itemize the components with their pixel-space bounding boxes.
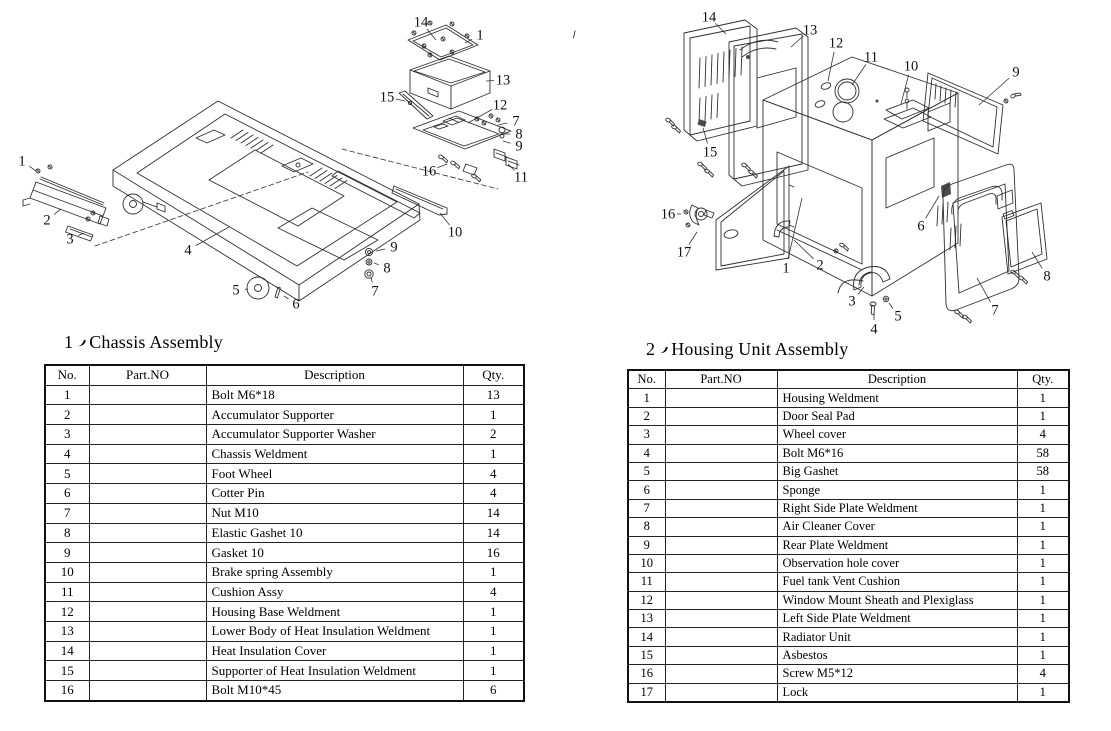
callout-label: 9 bbox=[1012, 64, 1020, 81]
callout-label: 11 bbox=[514, 169, 528, 186]
cell-no: 7 bbox=[45, 503, 89, 523]
cell-qty: 1 bbox=[463, 602, 524, 622]
cell-partno bbox=[665, 499, 777, 517]
cell-qty: 1 bbox=[1017, 591, 1069, 609]
cell-qty: 1 bbox=[1017, 683, 1069, 702]
cell-no: 15 bbox=[628, 646, 665, 664]
cell-no: 12 bbox=[45, 602, 89, 622]
table-row bbox=[628, 481, 1069, 499]
cell-qty: 1 bbox=[1017, 628, 1069, 646]
callout-leader-line bbox=[791, 36, 803, 47]
callout-label: 16 bbox=[421, 163, 437, 180]
cell-partno bbox=[89, 425, 206, 445]
cell-partno bbox=[89, 385, 206, 405]
callout-label: 5 bbox=[894, 308, 902, 325]
table-row bbox=[45, 661, 524, 681]
callout-leader-line bbox=[284, 296, 289, 299]
chassis-parts-table bbox=[44, 364, 525, 702]
section-title-housing: 2 Housing Unit Assembly bbox=[646, 339, 849, 359]
callout-label: 13 bbox=[802, 22, 818, 39]
table-row bbox=[45, 484, 524, 504]
cell-partno bbox=[665, 683, 777, 702]
table-row bbox=[45, 503, 524, 523]
table-row bbox=[45, 405, 524, 425]
chassis-line-art bbox=[23, 21, 519, 301]
table-row bbox=[45, 523, 524, 543]
cell-partno bbox=[665, 536, 777, 554]
table-row bbox=[45, 385, 524, 405]
cell-no: 7 bbox=[628, 499, 665, 517]
cell-partno bbox=[89, 562, 206, 582]
cell-qty: 58 bbox=[1017, 444, 1069, 462]
callout-label: 7 bbox=[512, 113, 520, 130]
callout-label: 7 bbox=[991, 302, 999, 319]
table-row bbox=[628, 499, 1069, 517]
callout-label: 9 bbox=[390, 239, 398, 256]
cell-no: 8 bbox=[628, 518, 665, 536]
callout-leader-line bbox=[376, 249, 385, 251]
cell-description: Door Seal Pad bbox=[777, 407, 1017, 425]
cell-partno bbox=[89, 661, 206, 681]
table-row bbox=[628, 554, 1069, 572]
section-title-chassis: 1 Chassis Assembly bbox=[64, 332, 223, 352]
callout-label: 9 bbox=[515, 138, 523, 155]
cell-description: Asbestos bbox=[777, 646, 1017, 664]
cell-description: Brake spring Assembly bbox=[206, 562, 463, 582]
cell-qty: 58 bbox=[1017, 462, 1069, 480]
cell-no: 6 bbox=[628, 481, 665, 499]
table-row bbox=[628, 389, 1069, 407]
callout-leader-line bbox=[374, 263, 379, 265]
callout-label: 1 bbox=[18, 153, 26, 170]
cell-partno bbox=[89, 523, 206, 543]
cell-no: 11 bbox=[45, 582, 89, 602]
ideographic-comma bbox=[75, 336, 87, 348]
cell-no: 5 bbox=[628, 462, 665, 480]
cell-qty: 14 bbox=[463, 503, 524, 523]
cell-qty: 1 bbox=[1017, 481, 1069, 499]
cell-description: Accumulator Supporter Washer bbox=[206, 425, 463, 445]
cell-qty: 4 bbox=[463, 464, 524, 484]
cell-qty: 1 bbox=[1017, 554, 1069, 572]
cell-qty: 2 bbox=[463, 425, 524, 445]
cell-partno bbox=[89, 582, 206, 602]
callout-label: 15 bbox=[379, 89, 395, 106]
cell-no: 4 bbox=[45, 444, 89, 464]
housing-parts-table bbox=[627, 369, 1070, 703]
cell-partno bbox=[89, 641, 206, 661]
cell-partno bbox=[665, 518, 777, 536]
callout-label: 8 bbox=[383, 260, 391, 277]
cell-no: 3 bbox=[628, 426, 665, 444]
table-row bbox=[45, 425, 524, 445]
cell-description: Lower Body of Heat Insulation Weldment bbox=[206, 621, 463, 641]
callout-leader-line bbox=[196, 227, 229, 246]
table-row bbox=[45, 464, 524, 484]
callout-label: 6 bbox=[292, 296, 300, 313]
table-row bbox=[45, 602, 524, 622]
cell-no: 10 bbox=[45, 562, 89, 582]
cell-no: 10 bbox=[628, 554, 665, 572]
callout-label: 8 bbox=[515, 126, 523, 143]
column-header: Qty. bbox=[463, 365, 524, 385]
housing-line-art bbox=[574, 20, 1051, 323]
cell-description: Elastic Gashet 10 bbox=[206, 523, 463, 543]
table-row bbox=[628, 518, 1069, 536]
callout-leader-line bbox=[371, 278, 372, 282]
cell-qty: 1 bbox=[463, 641, 524, 661]
cell-no: 1 bbox=[628, 389, 665, 407]
column-header: Part.NO bbox=[89, 365, 206, 385]
cell-partno bbox=[89, 464, 206, 484]
cell-qty: 1 bbox=[1017, 518, 1069, 536]
cell-qty: 4 bbox=[463, 484, 524, 504]
cell-no: 9 bbox=[628, 536, 665, 554]
table-row bbox=[45, 681, 524, 701]
callout-leader-line bbox=[926, 196, 939, 218]
callout-label: 14 bbox=[413, 14, 429, 31]
column-header: Description bbox=[206, 365, 463, 385]
cell-partno bbox=[89, 543, 206, 563]
table-row bbox=[45, 582, 524, 602]
callout-label: 16 bbox=[660, 206, 676, 223]
cell-no: 14 bbox=[628, 628, 665, 646]
cell-partno bbox=[89, 503, 206, 523]
cell-qty: 1 bbox=[463, 661, 524, 681]
cell-qty: 4 bbox=[463, 582, 524, 602]
cell-qty: 16 bbox=[463, 543, 524, 563]
cell-description: Chassis Weldment bbox=[206, 444, 463, 464]
cell-qty: 13 bbox=[463, 385, 524, 405]
cell-description: Left Side Plate Weldment bbox=[777, 610, 1017, 628]
callout-label: 6 bbox=[917, 218, 925, 235]
table-row bbox=[628, 536, 1069, 554]
callout-label: 2 bbox=[43, 212, 51, 229]
callout-label: 15 bbox=[702, 144, 718, 161]
cell-no: 11 bbox=[628, 573, 665, 591]
table-row bbox=[628, 610, 1069, 628]
callout-leader-line bbox=[440, 213, 449, 225]
table-row bbox=[45, 621, 524, 641]
cell-partno bbox=[665, 444, 777, 462]
cell-description: Housing Weldment bbox=[777, 389, 1017, 407]
callout-leader-line bbox=[503, 141, 510, 143]
cell-description: Bolt M6*16 bbox=[777, 444, 1017, 462]
cell-description: Supporter of Heat Insulation Weldment bbox=[206, 661, 463, 681]
cell-partno bbox=[665, 573, 777, 591]
callout-label: 14 bbox=[701, 9, 717, 26]
callout-leader-line bbox=[703, 128, 708, 143]
table-row bbox=[628, 646, 1069, 664]
cell-description: Bolt M6*18 bbox=[206, 385, 463, 405]
table-row bbox=[628, 628, 1069, 646]
cell-no: 2 bbox=[45, 405, 89, 425]
callout-leader-line bbox=[498, 123, 507, 125]
callout-leader-line bbox=[437, 164, 447, 168]
callout-label: 8 bbox=[1043, 268, 1051, 285]
cell-qty: 1 bbox=[1017, 389, 1069, 407]
cell-no: 15 bbox=[45, 661, 89, 681]
callout-leader-line bbox=[54, 209, 61, 214]
cell-partno bbox=[665, 610, 777, 628]
cell-description: Observation hole cover bbox=[777, 554, 1017, 572]
column-header: No. bbox=[45, 365, 89, 385]
cell-description: Radiator Unit bbox=[777, 628, 1017, 646]
cell-partno bbox=[89, 602, 206, 622]
cell-no: 12 bbox=[628, 591, 665, 609]
cell-partno bbox=[665, 426, 777, 444]
cell-partno bbox=[665, 628, 777, 646]
table-row bbox=[45, 543, 524, 563]
cell-description: Right Side Plate Weldment bbox=[777, 499, 1017, 517]
callout-label: 4 bbox=[870, 321, 878, 338]
cell-partno bbox=[665, 407, 777, 425]
cell-qty: 1 bbox=[1017, 499, 1069, 517]
cell-qty: 4 bbox=[1017, 665, 1069, 683]
cell-no: 2 bbox=[628, 407, 665, 425]
cell-qty: 4 bbox=[1017, 426, 1069, 444]
cell-partno bbox=[89, 444, 206, 464]
cell-description: Foot Wheel bbox=[206, 464, 463, 484]
cell-qty: 1 bbox=[463, 444, 524, 464]
callout-label: 13 bbox=[495, 72, 511, 89]
cell-no: 16 bbox=[628, 665, 665, 683]
cell-no: 5 bbox=[45, 464, 89, 484]
cell-partno bbox=[89, 621, 206, 641]
table-row bbox=[628, 407, 1069, 425]
cell-description: Cushion Assy bbox=[206, 582, 463, 602]
cell-description: Fuel tank Vent Cushion bbox=[777, 573, 1017, 591]
cell-description: Heat Insulation Cover bbox=[206, 641, 463, 661]
cell-qty: 1 bbox=[1017, 573, 1069, 591]
cell-partno bbox=[89, 405, 206, 425]
callout-label: 1 bbox=[476, 27, 484, 44]
cell-partno bbox=[665, 646, 777, 664]
table-row bbox=[45, 641, 524, 661]
callout-label: 3 bbox=[66, 231, 74, 248]
housing-exploded-diagram bbox=[560, 0, 1111, 340]
cell-partno bbox=[665, 389, 777, 407]
cell-no: 3 bbox=[45, 425, 89, 445]
table-row bbox=[628, 683, 1069, 702]
cell-partno bbox=[665, 591, 777, 609]
callout-leader-line bbox=[486, 81, 494, 82]
cell-description: Big Gashet bbox=[777, 462, 1017, 480]
cell-qty: 1 bbox=[1017, 646, 1069, 664]
cell-qty: 1 bbox=[463, 562, 524, 582]
cell-no: 9 bbox=[45, 543, 89, 563]
callout-label: 4 bbox=[184, 242, 192, 259]
cell-partno bbox=[665, 481, 777, 499]
cell-no: 6 bbox=[45, 484, 89, 504]
column-header: Qty. bbox=[1017, 370, 1069, 389]
callout-label: 5 bbox=[232, 282, 240, 299]
cell-description: Lock bbox=[777, 683, 1017, 702]
cell-qty: 14 bbox=[463, 523, 524, 543]
cell-qty: 1 bbox=[1017, 536, 1069, 554]
cell-no: 14 bbox=[45, 641, 89, 661]
cell-qty: 6 bbox=[463, 681, 524, 701]
cell-no: 1 bbox=[45, 385, 89, 405]
cell-no: 13 bbox=[628, 610, 665, 628]
cell-no: 17 bbox=[628, 683, 665, 702]
callout-leader-line bbox=[788, 198, 802, 259]
table-row bbox=[45, 444, 524, 464]
callout-leader-line bbox=[689, 232, 697, 245]
table-row bbox=[628, 444, 1069, 462]
header-row bbox=[45, 365, 524, 385]
callout-label: 17 bbox=[676, 244, 692, 261]
header-row bbox=[628, 370, 1069, 389]
cell-description: Housing Base Weldment bbox=[206, 602, 463, 622]
callout-label: 12 bbox=[492, 97, 508, 114]
cell-partno bbox=[89, 484, 206, 504]
cell-description: Cotter Pin bbox=[206, 484, 463, 504]
table-row bbox=[628, 426, 1069, 444]
cell-no: 13 bbox=[45, 621, 89, 641]
callout-label: 10 bbox=[447, 224, 463, 241]
callout-label: 1 bbox=[782, 260, 790, 277]
ideographic-comma bbox=[657, 343, 669, 355]
table-row bbox=[628, 462, 1069, 480]
table-row bbox=[628, 665, 1069, 683]
chassis-callouts bbox=[18, 15, 528, 313]
cell-description: Wheel cover bbox=[777, 426, 1017, 444]
cell-description: Sponge bbox=[777, 481, 1017, 499]
callout-label: 3 bbox=[848, 293, 856, 310]
callout-leader-line bbox=[852, 64, 866, 85]
chassis-exploded-diagram bbox=[0, 0, 560, 332]
cell-qty: 1 bbox=[1017, 610, 1069, 628]
table-row bbox=[628, 573, 1069, 591]
cell-partno bbox=[665, 665, 777, 683]
cell-partno bbox=[89, 681, 206, 701]
callout-leader-line bbox=[889, 303, 893, 309]
cell-description: Nut M10 bbox=[206, 503, 463, 523]
cell-description: Rear Plate Weldment bbox=[777, 536, 1017, 554]
cell-qty: 1 bbox=[463, 405, 524, 425]
cell-description: Gasket 10 bbox=[206, 543, 463, 563]
callout-leader-line bbox=[396, 99, 405, 101]
callout-label: 7 bbox=[371, 283, 379, 300]
cell-no: 4 bbox=[628, 444, 665, 462]
cell-description: Air Cleaner Cover bbox=[777, 518, 1017, 536]
column-header: Part.NO bbox=[665, 370, 777, 389]
cell-description: Bolt M10*45 bbox=[206, 681, 463, 701]
callout-label: 10 bbox=[903, 58, 919, 75]
table-row bbox=[628, 591, 1069, 609]
column-header: Description bbox=[777, 370, 1017, 389]
cell-description: Screw M5*12 bbox=[777, 665, 1017, 683]
cell-description: Accumulator Supporter bbox=[206, 405, 463, 425]
cell-partno bbox=[665, 462, 777, 480]
callout-label: 12 bbox=[828, 35, 844, 52]
callout-leader-line bbox=[29, 166, 36, 171]
cell-no: 16 bbox=[45, 681, 89, 701]
cell-qty: 1 bbox=[463, 621, 524, 641]
cell-partno bbox=[665, 554, 777, 572]
table-row bbox=[45, 562, 524, 582]
cell-no: 8 bbox=[45, 523, 89, 543]
cell-qty: 1 bbox=[1017, 407, 1069, 425]
column-header: No. bbox=[628, 370, 665, 389]
cell-description: Window Mount Sheath and Plexiglass bbox=[777, 591, 1017, 609]
callout-label: 11 bbox=[864, 49, 878, 66]
callout-label: 2 bbox=[816, 257, 824, 274]
